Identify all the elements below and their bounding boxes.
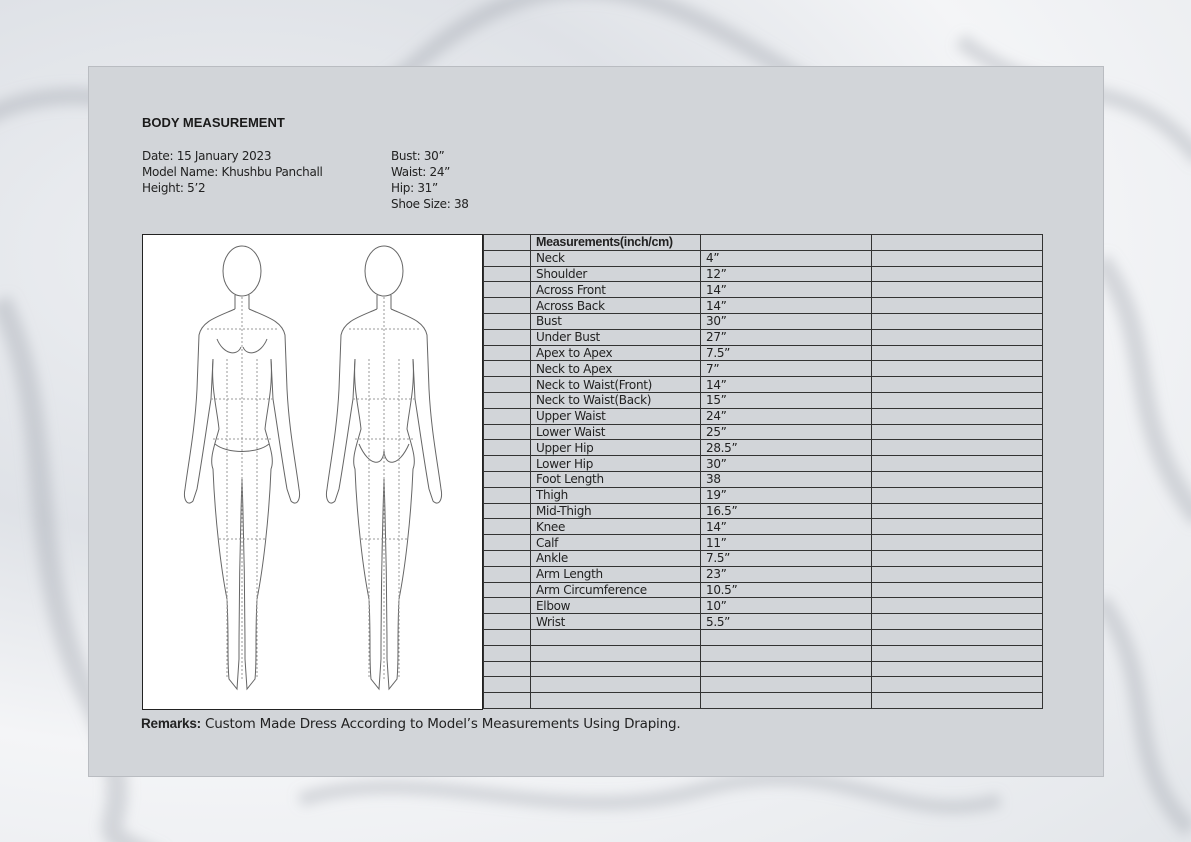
table-row-empty [484,629,1043,645]
row-empty-cell [484,487,531,503]
table-row [484,550,1043,566]
measurement-label: Neck [531,250,701,266]
measurement-label: Lower Waist [531,424,701,440]
croquis-figure-panel [142,234,483,710]
remarks [141,716,680,732]
measurement-value: 15” [701,392,872,408]
measurement-value: 38 [701,471,872,487]
row-empty-cell [484,598,531,614]
row-empty-cell [484,550,531,566]
row-empty-cell [872,535,1043,551]
row-empty-cell [872,266,1043,282]
table-row [484,503,1043,519]
table-row [484,440,1043,456]
measurement-value: 14” [701,298,872,314]
bust-text: Bust: 30” [391,149,445,163]
row-empty-cell [872,424,1043,440]
row-empty-cell [872,614,1043,630]
model-info [142,148,323,196]
table-row [484,614,1043,630]
table-row-empty [484,677,1043,693]
table-header-row [484,235,1043,251]
row-empty-cell [872,377,1043,393]
measurement-label: Upper Hip [531,440,701,456]
row-empty-cell [484,503,531,519]
empty-cell [484,645,531,661]
measurement-label: Elbow [531,598,701,614]
table-row [484,298,1043,314]
measurement-value: 25” [701,424,872,440]
measurement-value: 12” [701,266,872,282]
row-empty-cell [484,408,531,424]
measurement-label: Lower Hip [531,456,701,472]
remarks-label: Remarks: [141,716,201,731]
row-empty-cell [872,471,1043,487]
measurement-value: 5.5” [701,614,872,630]
measurement-value: 19” [701,487,872,503]
row-empty-cell [872,503,1043,519]
measurement-label: Wrist [531,614,701,630]
table-row [484,345,1043,361]
model-name-text: Model Name: Khushbu Panchall [142,165,323,179]
measurement-label: Bust [531,313,701,329]
row-empty-cell [872,598,1043,614]
measurement-sheet [88,66,1104,777]
measurement-label: Across Front [531,282,701,298]
row-empty-cell [484,329,531,345]
measurement-value: 23” [701,566,872,582]
measurements-table [483,234,1043,709]
table-row [484,392,1043,408]
measurement-label: Under Bust [531,329,701,345]
body-summary [391,148,469,212]
table-row [484,329,1043,345]
measurement-label: Arm Length [531,566,701,582]
measurement-value: 7.5” [701,345,872,361]
row-empty-cell [484,471,531,487]
hip-text: Hip: 31” [391,181,438,195]
measurement-label: Neck to Waist(Front) [531,377,701,393]
shoe-size-text: Shoe Size: 38 [391,197,469,211]
row-empty-cell [872,408,1043,424]
measurement-label: Mid-Thigh [531,503,701,519]
row-empty-cell [872,566,1043,582]
measurement-label: Across Back [531,298,701,314]
empty-cell [701,677,872,693]
measurement-value: 11” [701,535,872,551]
measurement-label: Calf [531,535,701,551]
measurement-label: Arm Circumference [531,582,701,598]
table-row [484,377,1043,393]
measurement-label: Apex to Apex [531,345,701,361]
table-row [484,313,1043,329]
empty-cell [701,629,872,645]
measurement-value: 10” [701,598,872,614]
empty-cell [872,693,1043,709]
empty-cell [484,629,531,645]
measurement-label: Thigh [531,487,701,503]
table-row [484,266,1043,282]
table-row-empty [484,693,1043,709]
measurement-value: 14” [701,282,872,298]
row-empty-cell [872,345,1043,361]
row-empty-cell [484,377,531,393]
date-text: Date: 15 January 2023 [142,149,272,163]
empty-cell [701,693,872,709]
table-row [484,282,1043,298]
table-row [484,361,1043,377]
front-view-figure [184,246,299,689]
empty-cell [531,677,701,693]
empty-cell [701,645,872,661]
table-row [484,408,1043,424]
measurement-value: 27” [701,329,872,345]
measurement-value: 30” [701,456,872,472]
table-row [484,471,1043,487]
measurement-value: 4” [701,250,872,266]
row-empty-cell [872,250,1043,266]
row-empty-cell [484,582,531,598]
measurement-label: Upper Waist [531,408,701,424]
back-view-figure [326,246,441,689]
height-text: Height: 5’2 [142,181,206,195]
row-empty-cell [872,361,1043,377]
measurement-value: 7.5” [701,550,872,566]
row-empty-cell [872,582,1043,598]
table-row [484,424,1043,440]
measurement-value: 7” [701,361,872,377]
measurement-label: Knee [531,519,701,535]
measurement-value: 24” [701,408,872,424]
row-empty-cell [872,329,1043,345]
row-empty-cell [872,550,1043,566]
empty-cell [531,645,701,661]
row-empty-cell [872,519,1043,535]
row-empty-cell [872,440,1043,456]
row-empty-cell [872,456,1043,472]
table-row [484,456,1043,472]
table-row [484,519,1043,535]
row-empty-cell [872,487,1043,503]
empty-cell [531,693,701,709]
measurement-value: 14” [701,519,872,535]
row-empty-cell [484,250,531,266]
row-empty-cell [484,298,531,314]
row-empty-cell [484,282,531,298]
row-empty-cell [484,456,531,472]
remarks-text: Custom Made Dress According to Model’s Measurements Using Draping. [200,716,681,732]
empty-cell [872,629,1043,645]
row-empty-cell [484,519,531,535]
row-empty-cell [484,345,531,361]
empty-cell [872,645,1043,661]
measurement-label: Shoulder [531,266,701,282]
row-empty-cell [484,392,531,408]
waist-text: Waist: 24” [391,165,451,179]
empty-cell [531,629,701,645]
table-row-empty [484,645,1043,661]
measurement-label: Ankle [531,550,701,566]
empty-cell [531,661,701,677]
row-empty-cell [872,298,1043,314]
table-row [484,487,1043,503]
empty-cell [484,661,531,677]
row-empty-cell [484,424,531,440]
empty-cell [484,677,531,693]
measurements-header: Measurements(inch/cm) [531,235,701,251]
table-row [484,535,1043,551]
empty-cell [484,693,531,709]
row-empty-cell [484,440,531,456]
row-empty-cell [872,313,1043,329]
empty-cell [872,677,1043,693]
row-empty-cell [484,313,531,329]
row-empty-cell [872,392,1043,408]
table-row [484,598,1043,614]
measurement-label: Neck to Waist(Back) [531,392,701,408]
table-row [484,582,1043,598]
row-empty-cell [484,535,531,551]
row-empty-cell [484,566,531,582]
table-row [484,566,1043,582]
empty-cell [872,661,1043,677]
row-empty-cell [484,266,531,282]
page-title: BODY MEASUREMENT [142,115,285,130]
measurement-label: Neck to Apex [531,361,701,377]
measurement-label: Foot Length [531,471,701,487]
measurement-value: 14” [701,377,872,393]
measurement-value: 30” [701,313,872,329]
croquis-illustration [147,239,477,705]
measurement-value: 16.5” [701,503,872,519]
table-row [484,250,1043,266]
row-empty-cell [872,282,1043,298]
measurement-value: 28.5” [701,440,872,456]
row-empty-cell [484,361,531,377]
measurement-value: 10.5” [701,582,872,598]
table-row-empty [484,661,1043,677]
empty-cell [701,661,872,677]
row-empty-cell [484,614,531,630]
